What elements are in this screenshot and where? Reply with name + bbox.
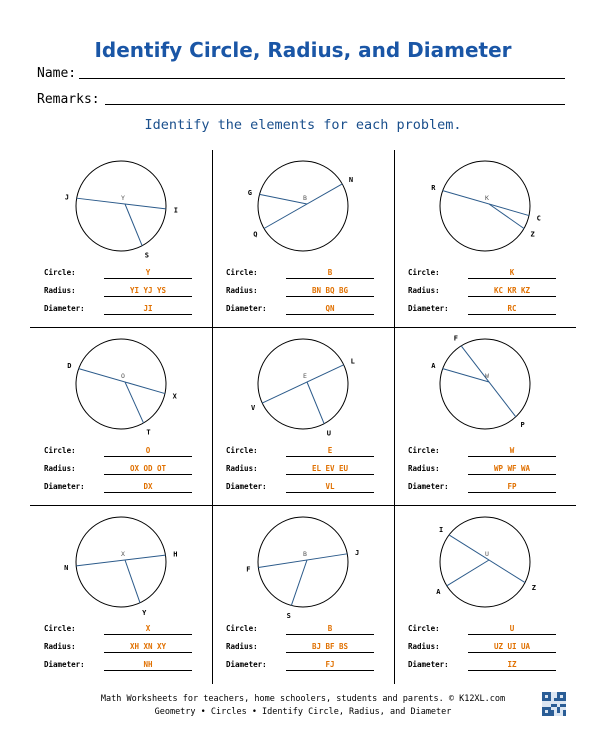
diameter-label: Diameter: [408, 482, 449, 491]
diameter-end-label: X [172, 392, 177, 401]
radius-answer[interactable]: YI YJ YS [104, 286, 192, 297]
diameter-end-label: D [67, 362, 72, 371]
radius-end-label: G [247, 188, 252, 197]
radius-label: Radius: [408, 286, 440, 295]
circle-figure [212, 150, 394, 265]
footer-line-1: Math Worksheets for teachers, home schoolers, students and parents. © K12XL.com [100, 694, 506, 704]
problem-cell [394, 506, 576, 684]
diameter-end-label: L [350, 357, 355, 366]
diameter-end-label: H [173, 550, 178, 559]
radius-line [260, 194, 307, 204]
circle-figure [212, 328, 394, 443]
diameter-end-label: Z [531, 584, 537, 593]
diameter-end-label: N [64, 563, 69, 572]
center-point-label: E [303, 372, 307, 380]
diameter-line [262, 365, 343, 403]
problem-cell [212, 506, 394, 684]
radius-end-label: S [286, 612, 291, 621]
diameter-label: Diameter: [408, 660, 449, 669]
radius-answer[interactable]: OX OD OT [104, 464, 192, 475]
problem-cell [394, 150, 576, 328]
diameter-end-label: J [354, 548, 360, 557]
problem-cell [212, 150, 394, 328]
diameter-line [461, 346, 516, 417]
problem-cell [30, 150, 212, 328]
diameter-end-label: V [251, 404, 256, 413]
radius-label: Radius: [44, 642, 76, 651]
diameter-end-label: P [520, 421, 525, 430]
diameter-label: Diameter: [408, 304, 449, 313]
radius-end-label: U [326, 429, 331, 438]
radius-line [125, 382, 144, 423]
radius-label: Radius: [408, 464, 440, 473]
radius-answer[interactable]: KC KR KZ [468, 286, 556, 297]
diameter-label: Diameter: [44, 482, 85, 491]
problem-cell [212, 328, 394, 506]
circle-figure [30, 150, 212, 265]
circle-outline [440, 161, 530, 251]
circle-label: Circle: [408, 446, 440, 455]
center-point-label: X [121, 550, 125, 558]
diameter-end-label: Q [253, 230, 258, 239]
circle-label: Circle: [408, 624, 440, 633]
diameter-end-label: N [348, 176, 354, 185]
diameter-end-label: F [453, 334, 458, 343]
diameter-answer[interactable]: QN [286, 304, 374, 315]
name-label: Name: [37, 66, 77, 81]
diameter-line [264, 184, 342, 229]
diameter-label: Diameter: [226, 660, 267, 669]
radius-end-label: Z [530, 230, 535, 239]
circle-label: Circle: [226, 446, 258, 455]
circle-label: Circle: [44, 268, 76, 277]
name-field[interactable] [37, 66, 565, 82]
problem-cell [394, 328, 576, 506]
diameter-answer[interactable]: FP [468, 482, 556, 493]
circle-outline [258, 517, 348, 607]
circle-figure [212, 506, 394, 621]
problem-grid [30, 150, 576, 684]
circle-outline [76, 517, 166, 607]
circle-answer[interactable]: Y [104, 268, 192, 279]
circle-figure [30, 328, 212, 443]
diameter-end-label: I [438, 525, 444, 534]
circle-label: Circle: [226, 268, 258, 277]
circle-label: Circle: [44, 624, 76, 633]
diameter-end-label: I [173, 206, 178, 215]
circle-answer[interactable]: B [286, 268, 374, 279]
circle-figure [30, 506, 212, 621]
radius-answer[interactable]: BN BQ BG [286, 286, 374, 297]
radius-answer[interactable]: UZ UI UA [468, 642, 556, 653]
diameter-answer[interactable]: VL [286, 482, 374, 493]
radius-label: Radius: [226, 286, 258, 295]
radius-line [447, 560, 489, 586]
circle-label: Circle: [44, 446, 76, 455]
radius-label: Radius: [44, 464, 76, 473]
diameter-label: Diameter: [44, 660, 85, 669]
center-point-label: Y [121, 194, 125, 202]
center-point-label: B [303, 550, 307, 558]
center-point-label: B [303, 194, 307, 202]
qr-code-icon [542, 692, 566, 716]
footer [0, 693, 606, 719]
diameter-answer[interactable]: JI [104, 304, 192, 315]
circle-label: Circle: [226, 624, 258, 633]
instruction-text: Identify the elements for each problem. [144, 117, 462, 133]
problem-cell [30, 328, 212, 506]
radius-end-label: Y [142, 608, 147, 617]
radius-line [443, 369, 489, 382]
circle-outline [76, 161, 166, 251]
radius-line [125, 204, 142, 246]
radius-end-label: T [146, 428, 151, 437]
radius-label: Radius: [408, 642, 440, 651]
radius-label: Radius: [226, 642, 258, 651]
radius-line [125, 560, 140, 603]
radius-end-label: A [431, 362, 436, 371]
diameter-end-label: C [536, 214, 541, 223]
circle-answer[interactable]: O [104, 446, 192, 457]
circle-figure [394, 506, 576, 621]
circle-label: Circle: [408, 268, 440, 277]
diameter-answer[interactable]: DX [104, 482, 192, 493]
radius-answer[interactable]: BJ BF BS [286, 642, 374, 653]
radius-end-label: S [144, 251, 149, 260]
remarks-label: Remarks: [37, 92, 100, 107]
radius-answer[interactable]: XH XN XY [104, 642, 192, 653]
radius-answer[interactable]: EL EV EU [286, 464, 374, 475]
center-point-label: U [485, 550, 489, 558]
radius-answer[interactable]: WP WF WA [468, 464, 556, 475]
radius-line [489, 204, 524, 229]
diameter-answer[interactable]: FJ [286, 660, 374, 671]
worksheet-title: Identify Circle, Radius, and Diameter [94, 38, 512, 62]
remarks-line [105, 104, 565, 105]
radius-label: Radius: [226, 464, 258, 473]
diameter-answer[interactable]: NH [104, 660, 192, 671]
radius-line [291, 560, 307, 605]
circle-answer[interactable]: K [468, 268, 556, 279]
diameter-label: Diameter: [44, 304, 85, 313]
circle-answer[interactable]: B [286, 624, 374, 635]
circle-answer[interactable]: U [468, 624, 556, 635]
circle-answer[interactable]: X [104, 624, 192, 635]
center-point-label: K [485, 194, 489, 202]
circle-answer[interactable]: W [468, 446, 556, 457]
center-point-label: W [485, 372, 489, 380]
name-line [79, 78, 565, 79]
diameter-end-label: J [64, 193, 69, 202]
diameter-end-label: F [246, 565, 251, 574]
circle-outline [76, 339, 166, 429]
circle-outline [440, 339, 530, 429]
circle-answer[interactable]: E [286, 446, 374, 457]
circle-figure [394, 328, 576, 443]
diameter-answer[interactable]: IZ [468, 660, 556, 671]
radius-end-label: A [436, 588, 441, 597]
diameter-line [449, 535, 525, 583]
problem-cell [30, 506, 212, 684]
circle-figure [394, 150, 576, 265]
diameter-label: Diameter: [226, 304, 267, 313]
center-point-label: O [121, 372, 125, 380]
radius-line [307, 382, 324, 424]
radius-label: Radius: [44, 286, 76, 295]
remarks-field[interactable] [37, 92, 565, 108]
diameter-answer[interactable]: RC [468, 304, 556, 315]
footer-line-2: Geometry • Circles • Identify Circle, Radius, and Diameter [154, 707, 452, 717]
diameter-end-label: R [431, 184, 436, 193]
diameter-label: Diameter: [226, 482, 267, 491]
